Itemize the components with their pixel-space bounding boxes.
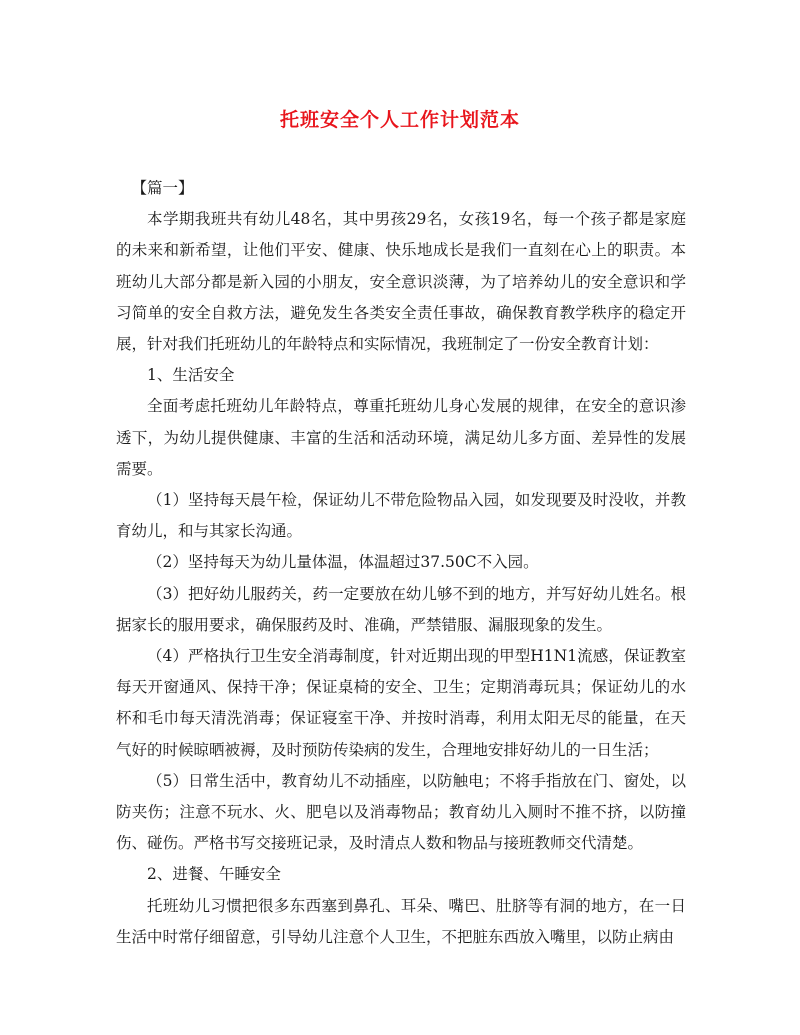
intro-paragraph: 本学期我班共有幼儿48名，其中男孩29名，女孩19名，每一个孩子都是家庭的未来和新希望，让他们平安、健康、快乐地成长是我们一直刻在心上的职责。本班幼儿大部分都是新入园的小朋友，安全意识淡薄，为了培养幼儿的安全意识和学习简单的安全自救方法，避免发生各类安全责任事故，确保教育教学秩序的稳定开展，针对我们托班幼儿的年龄特点和实际情况，我班制定了一份安全教育计划： [116, 210, 686, 354]
list-item-3: （3）把好幼儿服药关，药一定要放在幼儿够不到的地方，并写好幼儿姓名。根据家长的服用要求，确保服药及时、准确，严禁错服、漏服现象的发生。 [116, 584, 686, 634]
list-item-2: （2）坚持每天为幼儿量体温，体温超过37.50C不入园。 [147, 553, 539, 572]
life-safety-paragraph: 全面考虑托班幼儿年龄特点，尊重托班幼儿身心发展的规律，在安全的意识渗透下，为幼儿提供健康、丰富的生活和活动环境，满足幼儿多方面、差异性的发展需要。 [116, 397, 686, 478]
list-item-4: （4）严格执行卫生安全消毒制度，针对近期出现的甲型H1N1流感，保证教室每天开窗通风、保持干净；保证桌椅的安全、卫生；定期消毒玩具；保证幼儿的水杯和毛巾每天清洗消毒；保证寝室干净、并按时消毒，利用太阳无尽的能量，在天气好的时候晾晒被褥，及时预防传染病的发生，合理地安排好幼儿的一日生活； [116, 647, 686, 759]
document-title: 托班安全个人工作计划范本 [279, 109, 520, 131]
meal-nap-paragraph: 托班幼儿习惯把很多东西塞到鼻孔、耳朵、嘴巴、肚脐等有洞的地方，在一日生活中时常仔细留意，引导幼儿注意个人卫生，不把脏东西放入嘴里，以防止病由 [116, 896, 686, 946]
list-item-1: （1）坚持每天晨午检，保证幼儿不带危险物品入园，如发现要及时没收，并教育幼儿，和与其家长沟通。 [116, 491, 686, 541]
list-item-5: （5）日常生活中，教育幼儿不动插座，以防触电；不将手指放在门、窗处，以防夹伤；注意不玩水、火、肥皂以及消毒物品；教育幼儿入厕时不推不挤，以防撞伤、碰伤。严格书写交接班记录，及时清点人数和物品与接班教师交代清楚。 [116, 771, 686, 853]
document-body [116, 173, 686, 953]
section-label: 【篇一】 [131, 179, 194, 197]
heading-meal-nap-safety: 2、进餐、午睡安全 [147, 865, 281, 884]
heading-life-safety: 1、生活安全 [147, 366, 235, 385]
